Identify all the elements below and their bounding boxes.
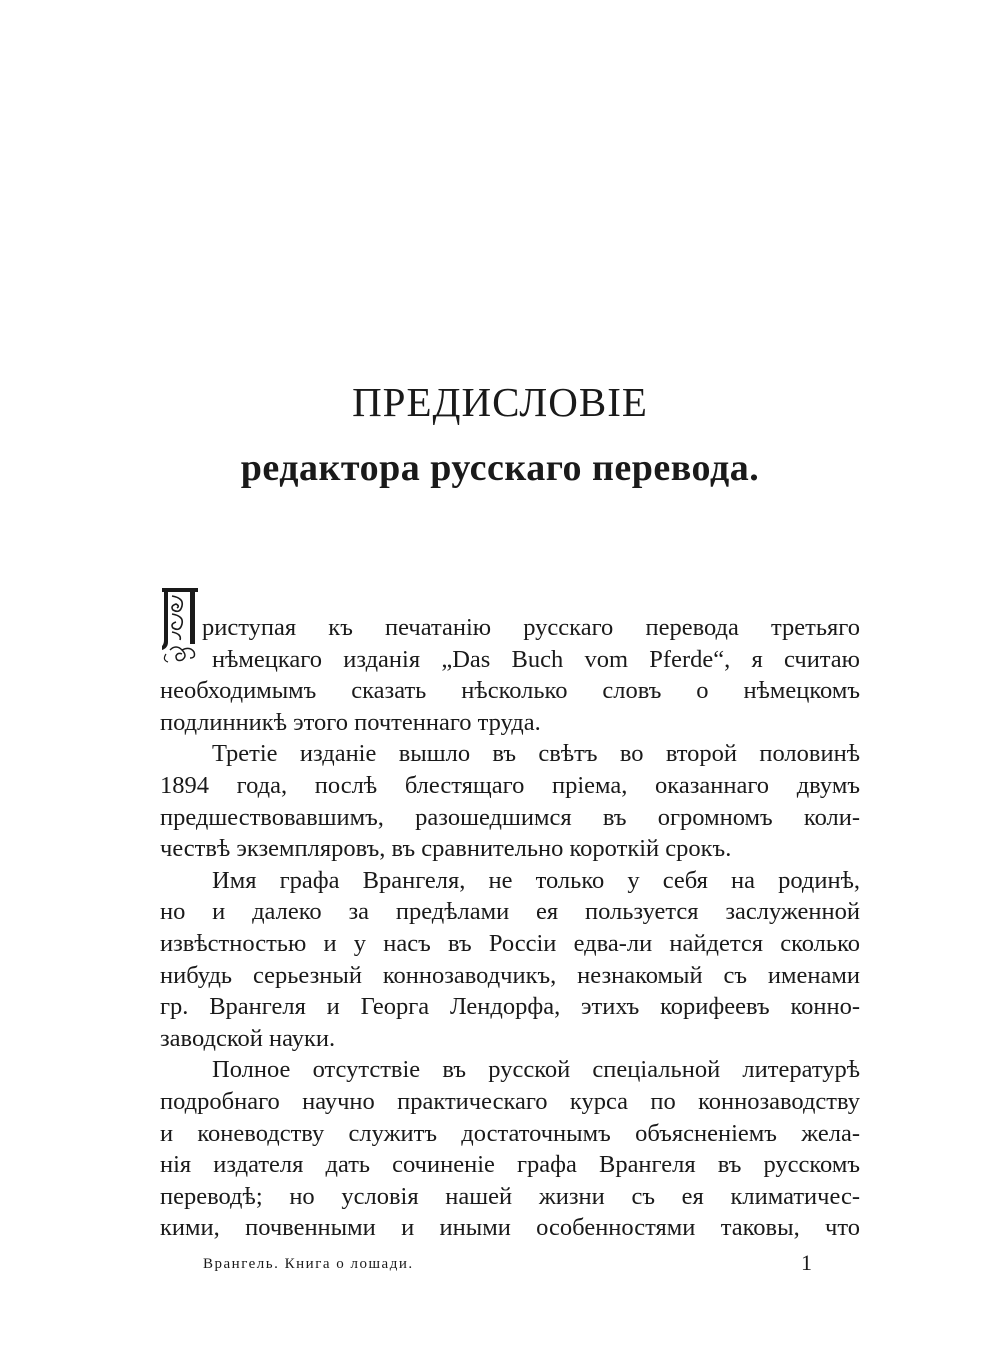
paragraph-line: риступая къ печатанію русскаго перевода третьяго: [202, 614, 860, 641]
body-text: [160, 612, 860, 1244]
page-number: 1: [801, 1250, 812, 1275]
paragraph-line: необходимымъ сказать нѣсколько словъ о нѣмецкомъ: [160, 677, 860, 705]
paragraph-line: Полное отсутствіе въ русской спеціальной литературѣ: [212, 1056, 860, 1084]
paragraph-line: но и далеко за предѣлами ея пользуется заслуженной: [160, 898, 860, 926]
paragraph-line: нія издателя дать сочиненіе графа Врангеля въ русскомъ: [160, 1151, 860, 1179]
page-title: ПРЕДИСЛОВІЕ: [352, 379, 648, 425]
paragraph-line: предшествовавшимъ, разошедшимся въ огромномъ коли-: [160, 803, 860, 831]
paragraph-line: и коневодству служитъ достаточнымъ объясненіемъ жела-: [160, 1119, 860, 1147]
paragraph-line: извѣстностью и у насъ въ Россіи едва-ли найдется сколько: [160, 929, 860, 957]
paragraph-line: переводѣ; но условія нашей жизни съ ея климатичес-: [160, 1182, 860, 1210]
paragraph-line: нѣмецкаго изданія „Das Buch vom Pferde“, я считаю: [212, 645, 860, 673]
running-footer-title: Врангель. Книга о лошади.: [203, 1256, 414, 1272]
paragraph-line: Имя графа Врангеля, не только у себя на родинѣ,: [212, 866, 860, 894]
page-subtitle: редактора русскаго перевода.: [240, 447, 760, 489]
paragraph-line: 1894 года, послѣ блестящаго пріема, оказаннаго двумъ: [160, 771, 860, 799]
paragraph-line: заводской науки.: [160, 1024, 336, 1052]
paragraph-line: чествѣ экземпляровъ, въ сравнительно короткій срокъ.: [160, 835, 732, 863]
drop-cap-letter: П: [160, 584, 161, 585]
paragraph-line: подлинникѣ этого почтеннаго труда.: [160, 708, 541, 736]
paragraph-line: Третіе изданіе вышло въ свѣтъ во второй половинѣ: [212, 740, 860, 768]
paragraph-line: кими, почвенными и иными особенностями таковы, что: [160, 1214, 860, 1242]
paragraph-line: гр. Врангеля и Георга Лендорфа, этихъ корифеевъ конно-: [160, 993, 860, 1021]
paragraph-line: подробнаго научно практическаго курса по коннозаводству: [160, 1087, 860, 1115]
paragraph-line: нибудь серьезный коннозаводчикъ, незнакомый съ именами: [160, 961, 860, 989]
